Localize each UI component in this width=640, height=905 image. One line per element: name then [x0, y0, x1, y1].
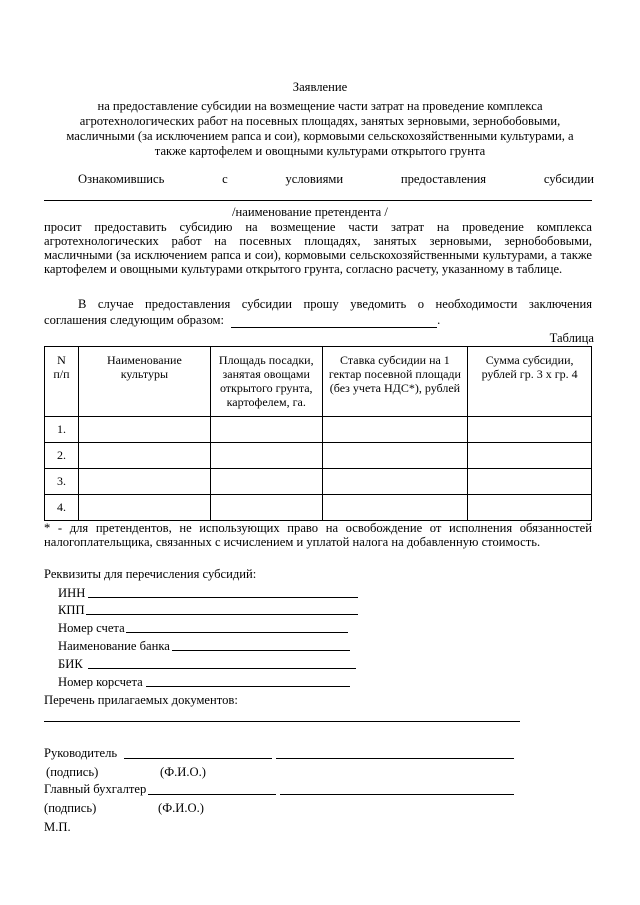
- title-line-3: масличными (за исключением рапса и сои), кормовыми сельскохозяйственными культурами, а: [66, 129, 574, 144]
- rate-cell[interactable]: [322, 417, 468, 443]
- inn-field[interactable]: [88, 597, 358, 598]
- header-rate: Ставка субсидии на 1 гектар посевной площади (без учета НДС*), рублей: [322, 347, 468, 417]
- intro-word-5: субсидии: [543, 172, 594, 186]
- kpp-label: КПП: [58, 603, 85, 617]
- table-label: Таблица: [549, 331, 594, 345]
- sum-cell[interactable]: [468, 417, 592, 443]
- account-label: Номер счета: [58, 621, 125, 635]
- crop-name-cell[interactable]: [78, 469, 210, 495]
- kpp-field[interactable]: [86, 614, 358, 615]
- row-number: 1.: [45, 417, 79, 443]
- bank-label: Наименование банка: [58, 639, 170, 653]
- sum-cell[interactable]: [468, 443, 592, 469]
- header-area: Площадь посадки, занятая овощами открытого грунта, картофелем, га.: [210, 347, 322, 417]
- intro-word-2: с: [222, 172, 228, 186]
- area-cell[interactable]: [210, 417, 322, 443]
- document-title: [40, 80, 600, 160]
- head-label: Руководитель: [44, 746, 118, 760]
- row-number: 4.: [45, 495, 79, 521]
- corr-account-label: Номер корсчета: [58, 675, 143, 689]
- area-cell[interactable]: [210, 495, 322, 521]
- table-row: [45, 469, 592, 495]
- accountant-signature-field[interactable]: [148, 794, 276, 795]
- intro-word-1: Ознакомившись: [78, 172, 165, 186]
- accountant-label: Главный бухгалтер: [44, 782, 147, 796]
- table-row: [45, 417, 592, 443]
- accountant-sign-caption: (подпись): [44, 801, 97, 815]
- applicant-name-field[interactable]: [44, 200, 592, 201]
- head-fio-caption: (Ф.И.О.): [160, 765, 206, 779]
- rate-cell[interactable]: [322, 469, 468, 495]
- bik-label: БИК: [58, 657, 83, 671]
- table-header-row: [45, 347, 592, 417]
- header-number: N п/п: [45, 347, 79, 417]
- title-heading: Заявление: [292, 80, 348, 94]
- corr-account-field[interactable]: [146, 686, 350, 687]
- head-signature-field[interactable]: [124, 758, 272, 759]
- crop-name-cell[interactable]: [78, 417, 210, 443]
- intro-word-4: предоставления: [400, 172, 487, 186]
- crop-name-cell[interactable]: [78, 443, 210, 469]
- table-row: [45, 495, 592, 521]
- applicant-name-caption: /наименование претендента /: [232, 205, 388, 219]
- notify-paragraph: В случае предоставления субсидии прошу уведомить о необходимости заключения: [78, 297, 592, 311]
- header-crop-name: Наименование культуры: [78, 347, 210, 417]
- sum-cell[interactable]: [468, 469, 592, 495]
- inn-label: ИНН: [58, 586, 86, 600]
- accountant-fio-caption: (Ф.И.О.): [158, 801, 204, 815]
- notify-text-2: соглашения следующим образом:: [44, 313, 224, 327]
- bik-field[interactable]: [88, 668, 356, 669]
- head-sign-caption: (подпись): [46, 765, 99, 779]
- request-paragraph: просит предоставить субсидию на возмещение части затрат на проведение комплекса агротехнологических работ на посевных площадях, занятых зерновыми, зернобобовыми, масличными (за исключением рапса и сои), кормовыми сельскохозяйственными культурами, а также картофелем и овощными культурами открытого грунта, согласно расчету, указанному в таблице.: [44, 220, 592, 277]
- title-line-1: на предоставление субсидии на возмещение части затрат на проведение комплекса: [97, 99, 543, 114]
- table-row: [45, 443, 592, 469]
- row-number: 3.: [45, 469, 79, 495]
- documents-label: Перечень прилагаемых документов:: [44, 693, 238, 707]
- documents-field[interactable]: [44, 721, 520, 722]
- footnote: * - для претендентов, не использующих право на освобождение от исполнения обязанностей налогоплательщика, связанных с исчислением и уплатой налога на добавленную стоимость.: [44, 521, 592, 550]
- crop-name-cell[interactable]: [78, 495, 210, 521]
- notify-line-2: [44, 313, 440, 328]
- accountant-name-field[interactable]: [280, 794, 514, 795]
- notify-method-field[interactable]: [231, 313, 437, 328]
- requisites-heading: Реквизиты для перечисления субсидий:: [44, 567, 257, 581]
- row-number: 2.: [45, 443, 79, 469]
- intro-line: [78, 172, 594, 186]
- rate-cell[interactable]: [322, 443, 468, 469]
- stamp-label: М.П.: [44, 820, 71, 834]
- header-sum: Сумма субсидии, рублей гр. 3 х гр. 4: [468, 347, 592, 417]
- subsidy-table: [44, 346, 592, 521]
- account-field[interactable]: [126, 632, 348, 633]
- area-cell[interactable]: [210, 469, 322, 495]
- rate-cell[interactable]: [322, 495, 468, 521]
- title-line-2: агротехнологических работ на посевных площадях, занятых зерновыми, зернобобовыми,: [79, 114, 561, 129]
- intro-word-3: условиями: [285, 172, 344, 186]
- bank-field[interactable]: [172, 650, 350, 651]
- title-line-4: также картофелем и овощными культурами открытого грунта: [154, 144, 486, 159]
- head-name-field[interactable]: [276, 758, 514, 759]
- notify-end: .: [437, 313, 441, 327]
- area-cell[interactable]: [210, 443, 322, 469]
- sum-cell[interactable]: [468, 495, 592, 521]
